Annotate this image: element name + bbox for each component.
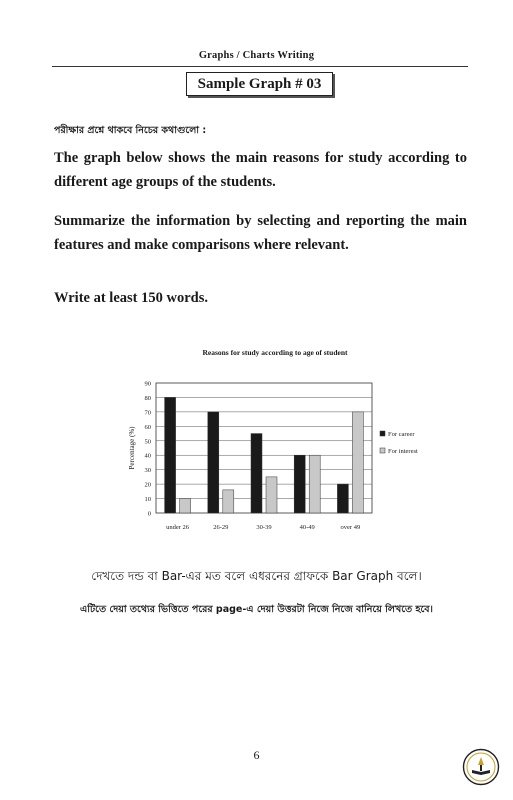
y-axis-label: Percentage (%) [128, 426, 136, 470]
page-number: 6 [253, 748, 260, 762]
chart-canvas [110, 340, 440, 545]
bar-career [165, 397, 176, 513]
page-header: Graphs / Charts Writing [198, 50, 315, 61]
y-tick-label: 80 [144, 394, 151, 402]
task-prompt: The graph below shows the main reasons for study according to different age groups of the students. [54, 150, 467, 190]
publisher-logo-icon [462, 748, 500, 786]
y-tick-label: 20 [144, 481, 151, 489]
bengali-instruction: পরীক্ষার প্রশ্নে থাকবে নিচের কথাগুলো : [54, 125, 207, 136]
bar-interest [352, 412, 363, 513]
y-tick-label: 90 [144, 380, 151, 388]
x-tick-label: 26-29 [213, 524, 229, 531]
bengali-caption: দেখতে দন্ড বা Bar-এর মত বলে এধরনের গ্রাফকে Bar Graph বলে। [91, 569, 422, 583]
header-divider [52, 66, 468, 67]
bar-interest [180, 499, 191, 513]
x-tick-label: 40-49 [299, 524, 315, 531]
section-title: Sample Graph # 03 [186, 72, 333, 96]
bengali-instruction-note: এটিতে দেয়া তথ্যের ভিত্তিতে পরের page-এ দেয়া উত্তরটা নিজে নিজে বানিয়ে লিখতে হবে। [80, 604, 433, 615]
y-tick-label: 70 [144, 409, 151, 417]
y-tick-label: 50 [144, 438, 151, 446]
bar-career [251, 434, 262, 513]
bar-career [208, 412, 219, 513]
bar-interest [266, 477, 277, 513]
x-tick-label: under 26 [166, 524, 190, 531]
bar-chart [110, 340, 440, 545]
y-tick-label: 10 [144, 496, 151, 504]
bar-career [337, 484, 348, 513]
y-tick-label: 0 [147, 510, 151, 518]
x-tick-label: over 49 [340, 524, 361, 531]
legend-label: For career [388, 431, 415, 438]
legend-label: For interest [388, 448, 418, 455]
legend-swatch [380, 431, 385, 436]
bar-career [294, 455, 305, 513]
word-requirement: Write at least 150 words. [54, 290, 208, 306]
legend-swatch [380, 448, 385, 453]
task-instruction: Summarize the information by selecting and reporting the main features and make comparisons where relevant. [54, 213, 467, 253]
x-tick-label: 30-39 [256, 524, 272, 531]
y-tick-label: 30 [144, 467, 151, 475]
bar-interest [309, 455, 320, 513]
y-tick-label: 40 [144, 452, 151, 460]
bar-interest [223, 490, 234, 513]
chart-title: Reasons for study according to age of student [202, 348, 348, 357]
y-tick-label: 60 [144, 423, 151, 431]
